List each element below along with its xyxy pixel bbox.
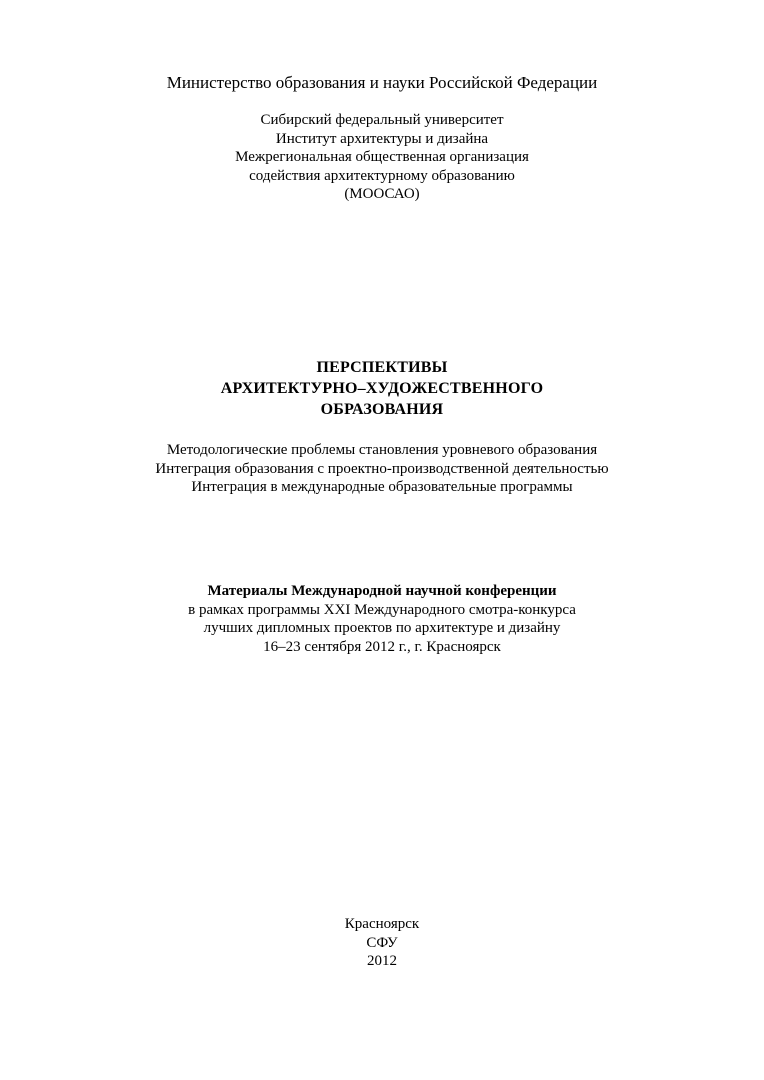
topic-item: Методологические проблемы становления уровневого образования [166,442,598,458]
imprint-publisher: СФУ [366,934,398,951]
document-title [0,357,764,420]
title-line-3: ОБРАЗОВАНИЯ [320,401,444,418]
title-line-2: АРХИТЕКТУРНО–ХУДОЖЕСТВЕННОГО [220,380,544,397]
ministry-header [0,72,764,94]
imprint-year: 2012 [367,953,397,969]
imprint [0,915,764,971]
organization-name-line-1: Межрегиональная общественная организация [235,149,529,165]
imprint-city: Красноярск [344,916,420,932]
topics-list [0,441,764,497]
organization-name-line-2: содействия архитектурному образованию [249,167,515,184]
topic-item: Интеграция образования с проектно-производственной деятельностью [155,460,609,477]
institute-name: Институт архитектуры и дизайна [275,130,489,147]
ministry-name: Министерство образования и науки Российской Федерации [166,73,598,92]
organization-abbreviation: (МООСАО) [344,186,420,202]
conference-heading: Материалы Международной научной конференции [207,583,557,599]
university-name: Сибирский федеральный университет [260,112,504,128]
conference-info [0,582,764,656]
conference-line: в рамках программы XXI Международного смотра-конкурса [188,601,576,618]
institutions-block [0,111,764,204]
conference-line: лучших дипломных проектов по архитектуре и дизайну [203,620,561,636]
title-line-1: ПЕРСПЕКТИВЫ [316,359,448,376]
topic-item: Интеграция в международные образовательные программы [191,479,573,495]
conference-dates: 16–23 сентября 2012 г., г. Красноярск [263,638,501,655]
